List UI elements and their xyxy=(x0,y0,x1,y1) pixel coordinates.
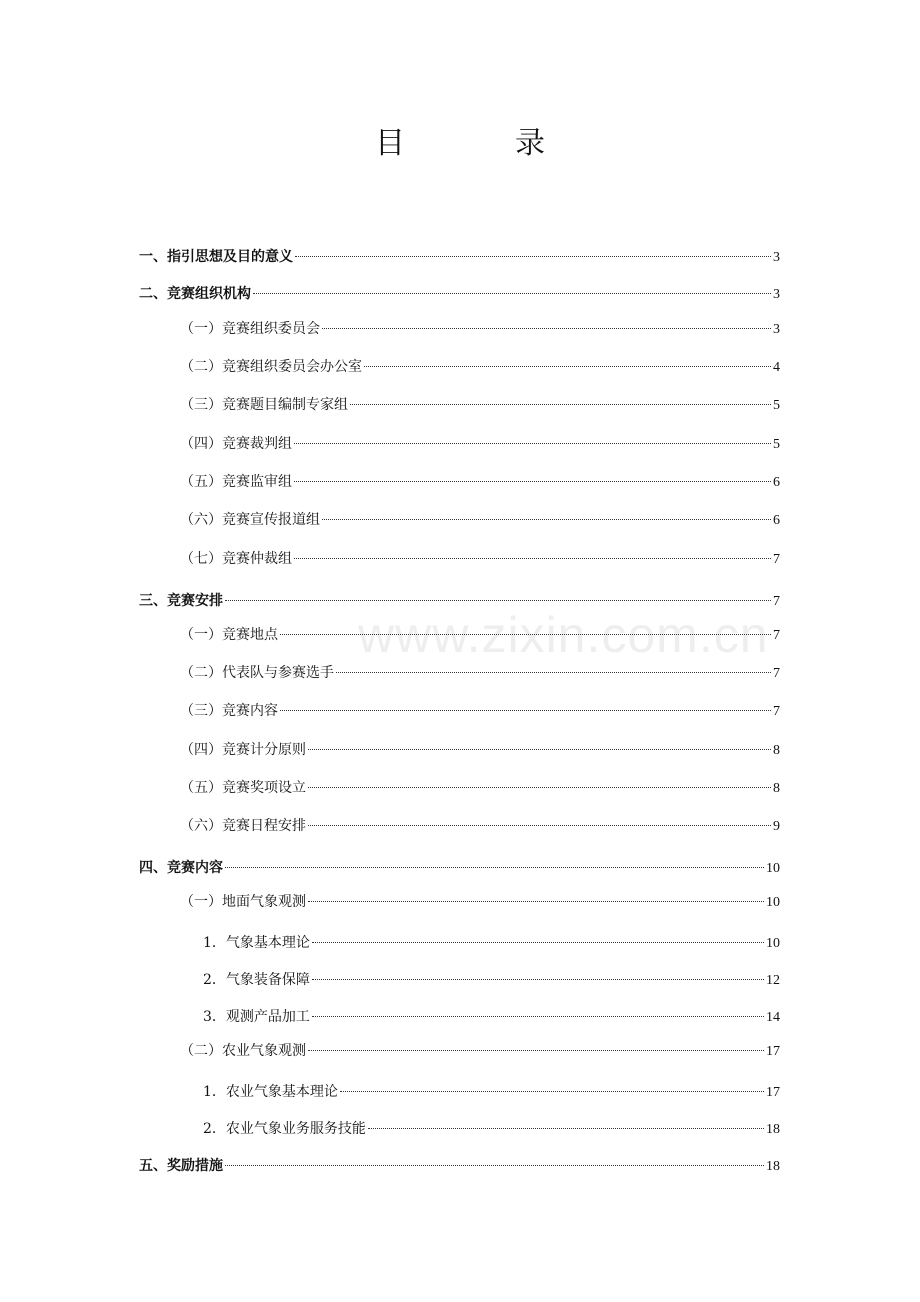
dot-leader xyxy=(340,1091,764,1092)
toc-entry-page-number: 12 xyxy=(766,973,780,988)
toc-entry[interactable] xyxy=(139,1155,780,1177)
toc-entry-page-number: 6 xyxy=(773,513,780,528)
toc-entry-label: （五）竞赛监审组 xyxy=(180,474,292,490)
toc-entry-page-number: 5 xyxy=(773,437,780,452)
toc-entry-page-number: 10 xyxy=(766,936,780,951)
toc-entry-label: 2．气象装备保障 xyxy=(203,972,310,988)
toc-entry[interactable] xyxy=(180,509,780,531)
toc-entry-label: （四）竞赛裁判组 xyxy=(180,436,292,452)
toc-entry-label: （一）地面气象观测 xyxy=(180,894,306,910)
watermark: www.zixin.com.cn xyxy=(358,607,769,663)
toc-entry-page-number: 3 xyxy=(773,250,780,265)
dot-leader xyxy=(295,256,771,257)
toc-entry[interactable] xyxy=(180,891,780,913)
dot-leader xyxy=(280,710,771,711)
toc-entry[interactable] xyxy=(180,356,780,378)
toc-entry-label: 二、竞赛组织机构 xyxy=(139,286,251,302)
toc-entry-page-number: 18 xyxy=(766,1159,780,1174)
toc-entry[interactable] xyxy=(139,857,780,879)
toc-entry[interactable] xyxy=(180,700,780,722)
toc-entry[interactable] xyxy=(180,394,780,416)
toc-entry-page-number: 10 xyxy=(766,861,780,876)
dot-leader xyxy=(312,1016,764,1017)
toc-entry-page-number: 7 xyxy=(773,594,780,609)
toc-entry[interactable] xyxy=(180,739,780,761)
toc-entry-page-number: 18 xyxy=(766,1122,780,1137)
toc-entry[interactable] xyxy=(203,969,780,991)
toc-entry-label: （二）竞赛组织委员会办公室 xyxy=(180,359,362,375)
dot-leader xyxy=(312,979,764,980)
dot-leader xyxy=(308,901,764,902)
toc-entry-label: 1．气象基本理论 xyxy=(203,935,310,951)
toc-entry[interactable] xyxy=(180,318,780,340)
toc-entry-page-number: 7 xyxy=(773,666,780,681)
toc-entry-page-number: 14 xyxy=(766,1010,780,1025)
toc-entry-label: （二）农业气象观测 xyxy=(180,1043,306,1059)
toc-entry-label: （一）竞赛组织委员会 xyxy=(180,321,320,337)
dot-leader xyxy=(336,672,771,673)
dot-leader xyxy=(225,1165,764,1166)
toc-entry-label: （六）竞赛日程安排 xyxy=(180,818,306,834)
toc-entry[interactable] xyxy=(203,1118,780,1140)
dot-leader xyxy=(280,634,771,635)
toc-entry-page-number: 4 xyxy=(773,360,780,375)
toc-entry-label: （一）竞赛地点 xyxy=(180,627,278,643)
toc-entry-label: （四）竞赛计分原则 xyxy=(180,742,306,758)
dot-leader xyxy=(225,600,771,601)
toc-entry-page-number: 5 xyxy=(773,398,780,413)
dot-leader xyxy=(308,749,771,750)
toc-entry[interactable] xyxy=(203,1081,780,1103)
toc-entry-page-number: 8 xyxy=(773,743,780,758)
toc-entry-label: 1．农业气象基本理论 xyxy=(203,1084,338,1100)
page-title: 目 录 xyxy=(375,126,585,161)
toc-entry-page-number: 3 xyxy=(773,287,780,302)
toc-entry[interactable] xyxy=(180,548,780,570)
toc-entry[interactable] xyxy=(180,777,780,799)
dot-leader xyxy=(308,1050,764,1051)
toc-entry[interactable] xyxy=(180,662,780,684)
toc-entry-label: （三）竞赛内容 xyxy=(180,703,278,719)
dot-leader xyxy=(368,1128,764,1129)
toc-entry-label: 三、竞赛安排 xyxy=(139,593,223,609)
toc-entry-page-number: 17 xyxy=(766,1044,780,1059)
dot-leader xyxy=(225,867,764,868)
dot-leader xyxy=(294,443,771,444)
toc-entry[interactable] xyxy=(203,932,780,954)
dot-leader xyxy=(308,787,771,788)
toc-entry-label: （二）代表队与参赛选手 xyxy=(180,665,334,681)
toc-entry-page-number: 7 xyxy=(773,552,780,567)
toc-entry-label: 3．观测产品加工 xyxy=(203,1009,310,1025)
toc-entry-page-number: 10 xyxy=(766,895,780,910)
toc-entry[interactable] xyxy=(180,1040,780,1062)
toc-entry-page-number: 6 xyxy=(773,475,780,490)
toc-entry-label: （三）竞赛题目编制专家组 xyxy=(180,397,348,413)
dot-leader xyxy=(253,293,771,294)
toc-entry[interactable] xyxy=(203,1006,780,1028)
dot-leader xyxy=(294,558,771,559)
toc-entry-page-number: 7 xyxy=(773,704,780,719)
toc-entry-label: （七）竞赛仲裁组 xyxy=(180,551,292,567)
dot-leader xyxy=(350,404,771,405)
toc-entry-page-number: 7 xyxy=(773,628,780,643)
toc-entry[interactable] xyxy=(180,624,780,646)
toc-entry[interactable] xyxy=(139,246,780,268)
toc-entry-label: 2．农业气象业务服务技能 xyxy=(203,1121,366,1137)
dot-leader xyxy=(322,519,771,520)
toc-entry-page-number: 17 xyxy=(766,1085,780,1100)
toc-entry[interactable] xyxy=(139,590,780,612)
dot-leader xyxy=(308,825,771,826)
toc-entry-label: （六）竞赛宣传报道组 xyxy=(180,512,320,528)
toc-entry-label: 四、竞赛内容 xyxy=(139,860,223,876)
toc-entry-label: 一、指引思想及目的意义 xyxy=(139,249,293,265)
toc-entry[interactable] xyxy=(180,815,780,837)
dot-leader xyxy=(364,366,771,367)
dot-leader xyxy=(322,328,771,329)
toc-entry-page-number: 3 xyxy=(773,322,780,337)
toc-entry-page-number: 8 xyxy=(773,781,780,796)
toc-entry[interactable] xyxy=(180,471,780,493)
dot-leader xyxy=(294,481,771,482)
toc-entry-label: （五）竞赛奖项设立 xyxy=(180,780,306,796)
toc-entry-page-number: 9 xyxy=(773,819,780,834)
toc-entry-label: 五、奖励措施 xyxy=(139,1158,223,1174)
dot-leader xyxy=(312,942,764,943)
toc-entry[interactable] xyxy=(139,283,780,305)
toc-entry[interactable] xyxy=(180,433,780,455)
